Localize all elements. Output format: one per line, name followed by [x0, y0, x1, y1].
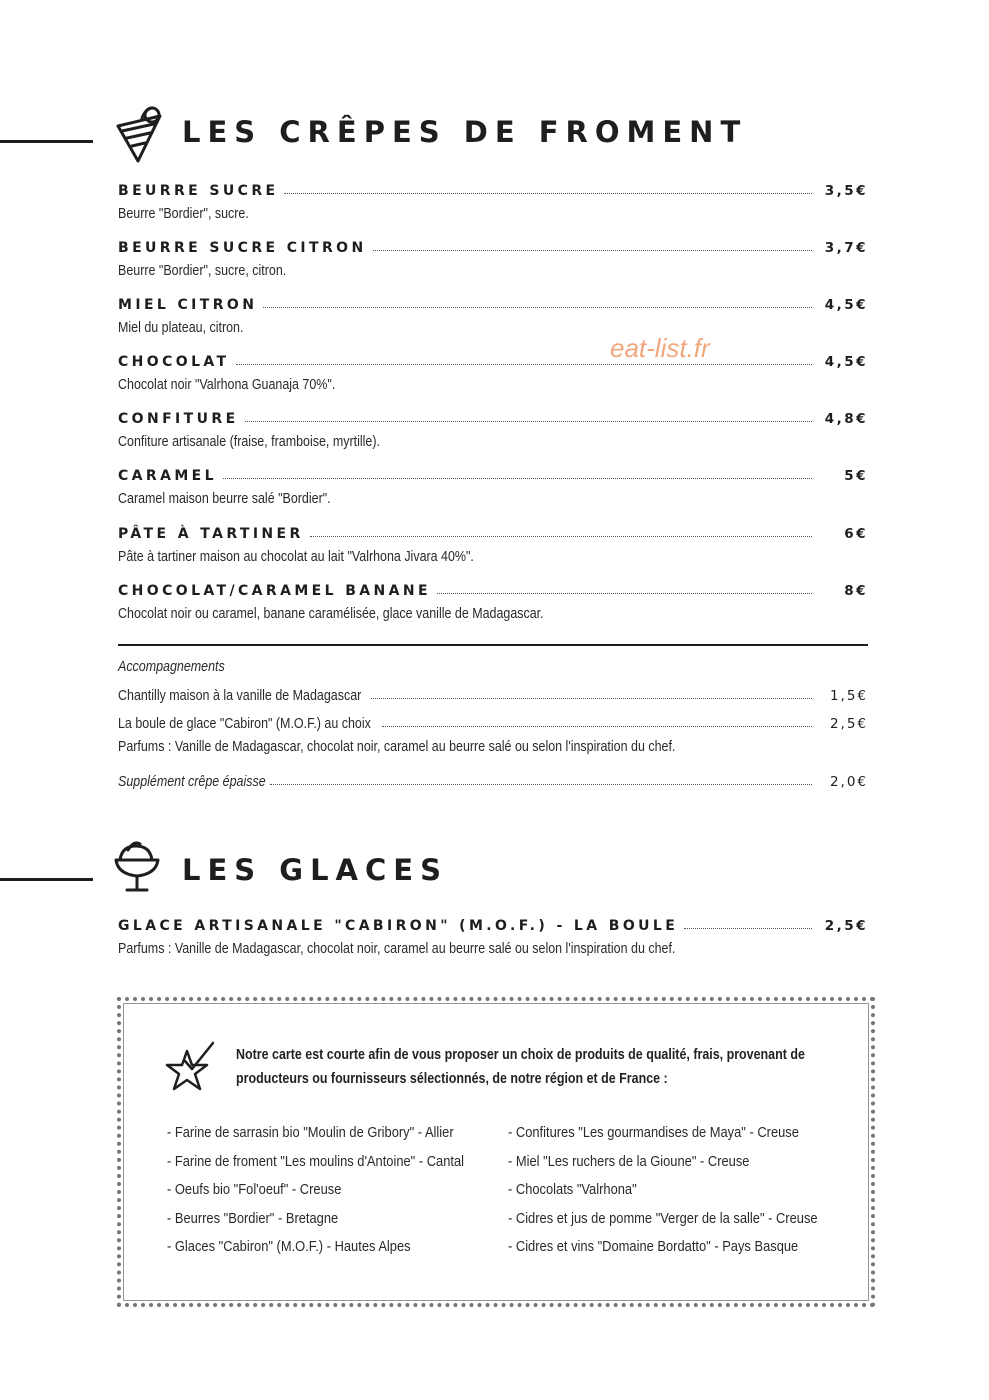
watermark: eat-list.fr: [610, 333, 710, 363]
dot-leader: [437, 590, 812, 594]
menu-item: [118, 583, 868, 622]
supplier-item: [508, 1124, 868, 1153]
supplier-item: [167, 1210, 512, 1239]
item-description: Parfums : Vanille de Madagascar, chocolat noir, caramel au beurre salé ou selon l'inspiration du chef.: [118, 941, 676, 957]
item-price: 4,5€: [824, 354, 868, 370]
star-check-icon: [165, 1039, 221, 1095]
supplier-item: [508, 1181, 868, 1210]
section-title-glaces: LES GLACES: [182, 853, 448, 887]
accompagnement-item: [118, 688, 868, 704]
item-description: Confiture artisanale (fraise, framboise, myrtille).: [118, 434, 380, 450]
accompagnement-label: Chantilly maison à la vanille de Madagascar: [118, 688, 362, 704]
dot-leader: [263, 304, 812, 308]
accompagnement-price: 2,5€: [829, 716, 868, 732]
supplier-item: [508, 1210, 868, 1239]
supplier-label: - Beurres "Bordier" - Bretagne: [167, 1209, 339, 1227]
item-price: 5€: [844, 468, 868, 484]
item-name: CHOCOLAT: [118, 354, 230, 370]
menu-item: [118, 526, 868, 565]
item-description: Beurre "Bordier", sucre.: [118, 206, 249, 222]
dot-leader: [373, 247, 812, 251]
intro-line-1: Notre carte est courte afin de vous proposer un choix de produits de qualité, frais, provenant de: [236, 1047, 805, 1063]
item-description: Pâte à tartiner maison au chocolat au lait "Valrhona Jivara 40%".: [118, 549, 474, 565]
supplier-item: [167, 1238, 512, 1267]
supplier-label: - Glaces "Cabiron" (M.O.F.) - Hautes Alpes: [167, 1238, 411, 1255]
item-name: CONFITURE: [118, 411, 239, 427]
dot-leader: [284, 190, 812, 194]
supplement-item: [118, 774, 868, 790]
menu-item: [118, 183, 868, 222]
supplier-item: [508, 1238, 868, 1267]
item-price: 8€: [844, 583, 868, 599]
supplier-label: - Confitures "Les gourmandises de Maya" - Creuse: [508, 1124, 799, 1141]
supplier-label: - Miel "Les ruchers de la Gioune" - Creuse: [508, 1152, 750, 1170]
item-name: BEURRE SUCRE: [118, 183, 279, 199]
item-description: Miel du plateau, citron.: [118, 320, 244, 336]
supplier-item: [167, 1124, 512, 1153]
dot-leader: [382, 723, 812, 727]
accompagnements-title: Accompagnements: [118, 659, 225, 675]
menu-item: [118, 240, 868, 279]
item-name: CARAMEL: [118, 468, 217, 484]
item-description: Beurre "Bordier", sucre, citron.: [118, 263, 287, 279]
supplier-label: - Farine de sarrasin bio "Moulin de Gribory" - Allier: [167, 1124, 454, 1141]
section-rule: [0, 140, 93, 143]
item-name: BEURRE SUCRE CITRON: [118, 240, 367, 256]
item-price: 3,7€: [824, 240, 868, 256]
menu-item: [118, 297, 868, 336]
dot-leader: [245, 418, 812, 422]
crepe-icon: [112, 104, 170, 164]
ice-cream-cup-icon: [112, 838, 162, 894]
intro-line-2: producteurs ou fournisseurs sélectionnés, de notre région et de France :: [236, 1071, 668, 1087]
item-name: CHOCOLAT/CARAMEL BANANE: [118, 583, 431, 599]
supplier-label: - Chocolats "Valrhona": [508, 1181, 637, 1198]
menu-item: [118, 411, 868, 450]
item-description: Caramel maison beurre salé "Bordier".: [118, 491, 331, 507]
supplier-label: - Oeufs bio "Fol'oeuf" - Creuse: [167, 1181, 342, 1198]
supplier-label: - Cidres et vins "Domaine Bordatto" - Pays Basque: [508, 1238, 799, 1255]
dot-leader: [371, 695, 812, 699]
supplement-price: 2,0€: [829, 774, 868, 790]
dot-leader: [236, 361, 813, 365]
accompagnement-item: [118, 716, 868, 732]
item-price: 3,5€: [824, 183, 868, 199]
accompagnement-label: La boule de glace "Cabiron" (M.O.F.) au choix: [118, 716, 371, 732]
item-price: 4,8€: [824, 411, 868, 427]
accompagnement-price: 1,5€: [829, 688, 868, 704]
dot-leader: [270, 781, 812, 785]
supplier-item: [508, 1153, 868, 1182]
sourcing-intro: [236, 1043, 856, 1091]
menu-item: [118, 354, 868, 393]
supplier-label: - Cidres et jus de pomme "Verger de la salle" - Creuse: [508, 1209, 818, 1227]
section-title-crepes: LES CRÊPES DE FROMENT: [182, 115, 748, 149]
item-price: 6€: [844, 526, 868, 542]
item-name: PÂTE À TARTINER: [118, 526, 304, 542]
menu-item: [118, 468, 868, 507]
supplier-item: [167, 1153, 512, 1182]
dot-leader: [684, 925, 812, 929]
sourcing-info-box: [117, 997, 875, 1307]
parfums-line: [118, 739, 868, 755]
supplier-item: [167, 1181, 512, 1210]
dot-leader: [223, 475, 812, 479]
item-name: MIEL CITRON: [118, 297, 258, 313]
item-name: GLACE ARTISANALE "CABIRON" (M.O.F.) - LA BOULE: [118, 918, 679, 934]
accompagnements-heading: [118, 659, 868, 675]
supplement-label: Supplément crêpe épaisse: [118, 774, 266, 790]
item-price: 4,5€: [824, 297, 868, 313]
dot-leader: [310, 533, 812, 537]
item-price: 2,5€: [824, 918, 868, 934]
parfums-text: Parfums : Vanille de Madagascar, chocolat noir, caramel au beurre salé ou selon l'inspiration du chef.: [118, 739, 676, 755]
item-description: Chocolat noir "Valrhona Guanaja 70%".: [118, 377, 336, 393]
section-rule: [0, 878, 93, 881]
supplier-label: - Farine de froment "Les moulins d'Antoine" - Cantal: [167, 1152, 465, 1170]
supplier-list-right: [508, 1124, 868, 1267]
supplier-list-left: [167, 1124, 512, 1267]
item-description: Chocolat noir ou caramel, banane caramélisée, glace vanille de Madagascar.: [118, 606, 544, 622]
menu-item: [118, 918, 868, 957]
divider: [118, 644, 868, 646]
